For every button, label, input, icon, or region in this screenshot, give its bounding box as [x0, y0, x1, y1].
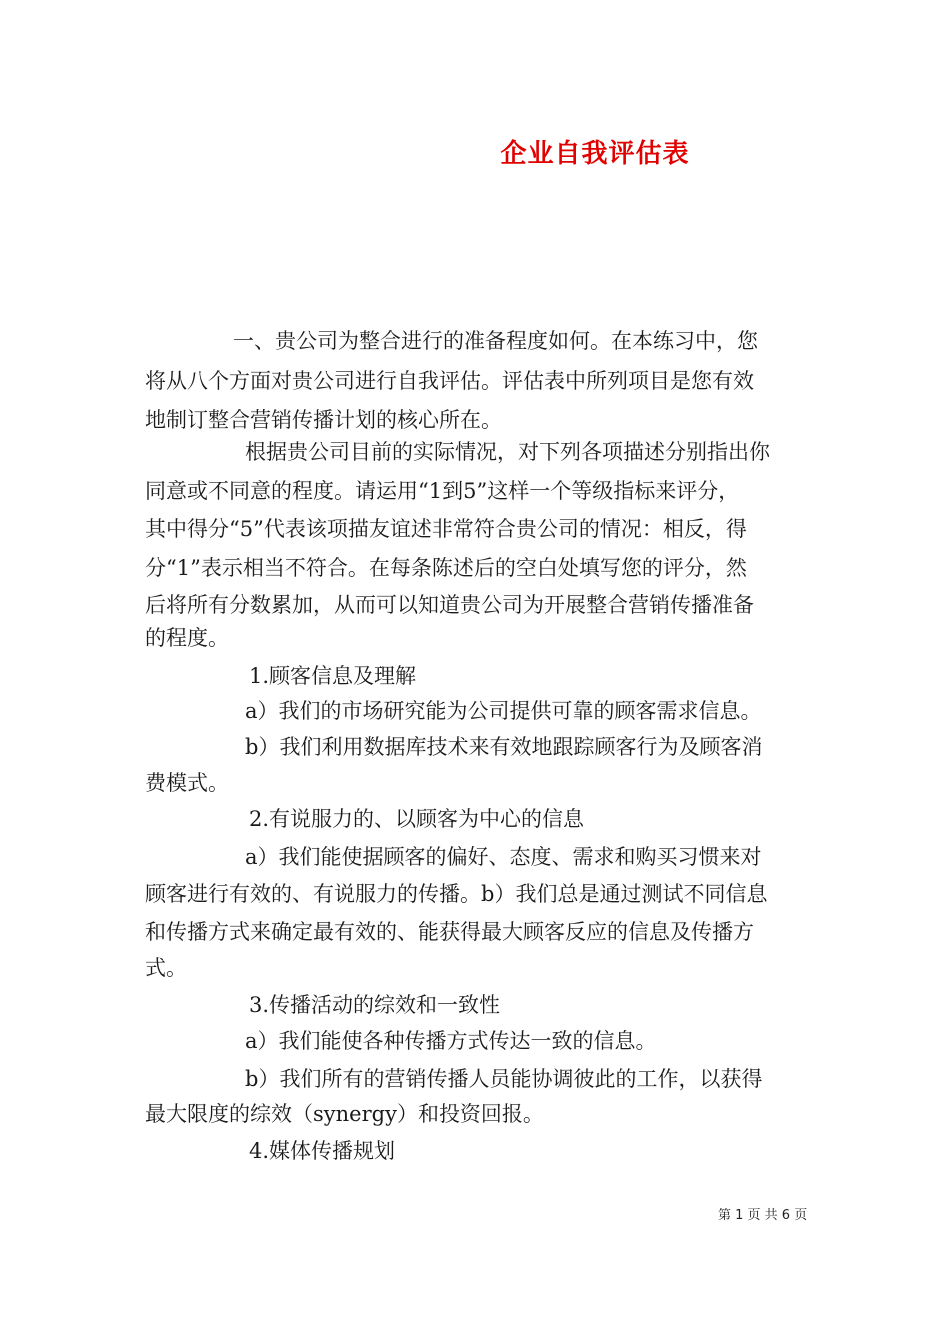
paragraph-line: 同意或不同意的程度。请运用“1到5”这样一个等级指标来评分， — [145, 479, 740, 503]
document-title: 企业自我评估表 — [500, 139, 690, 169]
section-heading: 3.传播活动的综效和一致性 — [249, 993, 501, 1017]
paragraph-line: 一、贵公司为整合进行的准备程度如何。在本练习中，您 — [233, 329, 758, 353]
section-heading: 2.有说服力的、以顾客为中心的信息 — [249, 807, 585, 831]
paragraph-line: b）我们利用数据库技术来有效地跟踪顾客行为及顾客消 — [245, 735, 763, 759]
paragraph-line: 顾客进行有效的、有说服力的传播。b）我们总是通过测试不同信息 — [145, 882, 768, 906]
paragraph-line: a）我们能使各种传播方式传达一致的信息。 — [245, 1029, 657, 1053]
section-heading: 1.顾客信息及理解 — [249, 664, 417, 688]
paragraph-line: 分“1”表示相当不符合。在每条陈述后的空白处填写您的评分，然 — [145, 556, 747, 580]
paragraph-line: 地制订整合营销传播计划的核心所在。 — [145, 408, 502, 432]
section-heading: 4.媒体传播规划 — [249, 1139, 396, 1163]
paragraph-line: 后将所有分数累加，从而可以知道贵公司为开展整合营销传播准备 — [145, 593, 754, 617]
paragraph-line: 将从八个方面对贵公司进行自我评估。评估表中所列项目是您有效 — [145, 369, 754, 393]
paragraph-line: 最大限度的综效（synergy）和投资回报。 — [145, 1102, 544, 1126]
paragraph-line: b）我们所有的营销传播人员能协调彼此的工作，以获得 — [245, 1067, 763, 1091]
paragraph-line: 费模式。 — [145, 771, 229, 795]
paragraph-line: 根据贵公司目前的实际情况，对下列各项描述分别指出你 — [245, 440, 770, 464]
paragraph-line: 和传播方式来确定最有效的、能获得最大顾客反应的信息及传播方 — [145, 920, 754, 944]
paragraph-line: 式。 — [145, 956, 187, 980]
paragraph-line: a）我们的市场研究能为公司提供可靠的顾客需求信息。 — [245, 699, 762, 723]
paragraph-line: a）我们能使据顾客的偏好、态度、需求和购买习惯来对 — [245, 845, 762, 869]
paragraph-line: 的程度。 — [145, 626, 229, 650]
page-number: 第 1 页 共 6 页 — [718, 1208, 808, 1223]
paragraph-line: 其中得分“5”代表该项描友谊述非常符合贵公司的情况：相反，得 — [145, 517, 747, 541]
